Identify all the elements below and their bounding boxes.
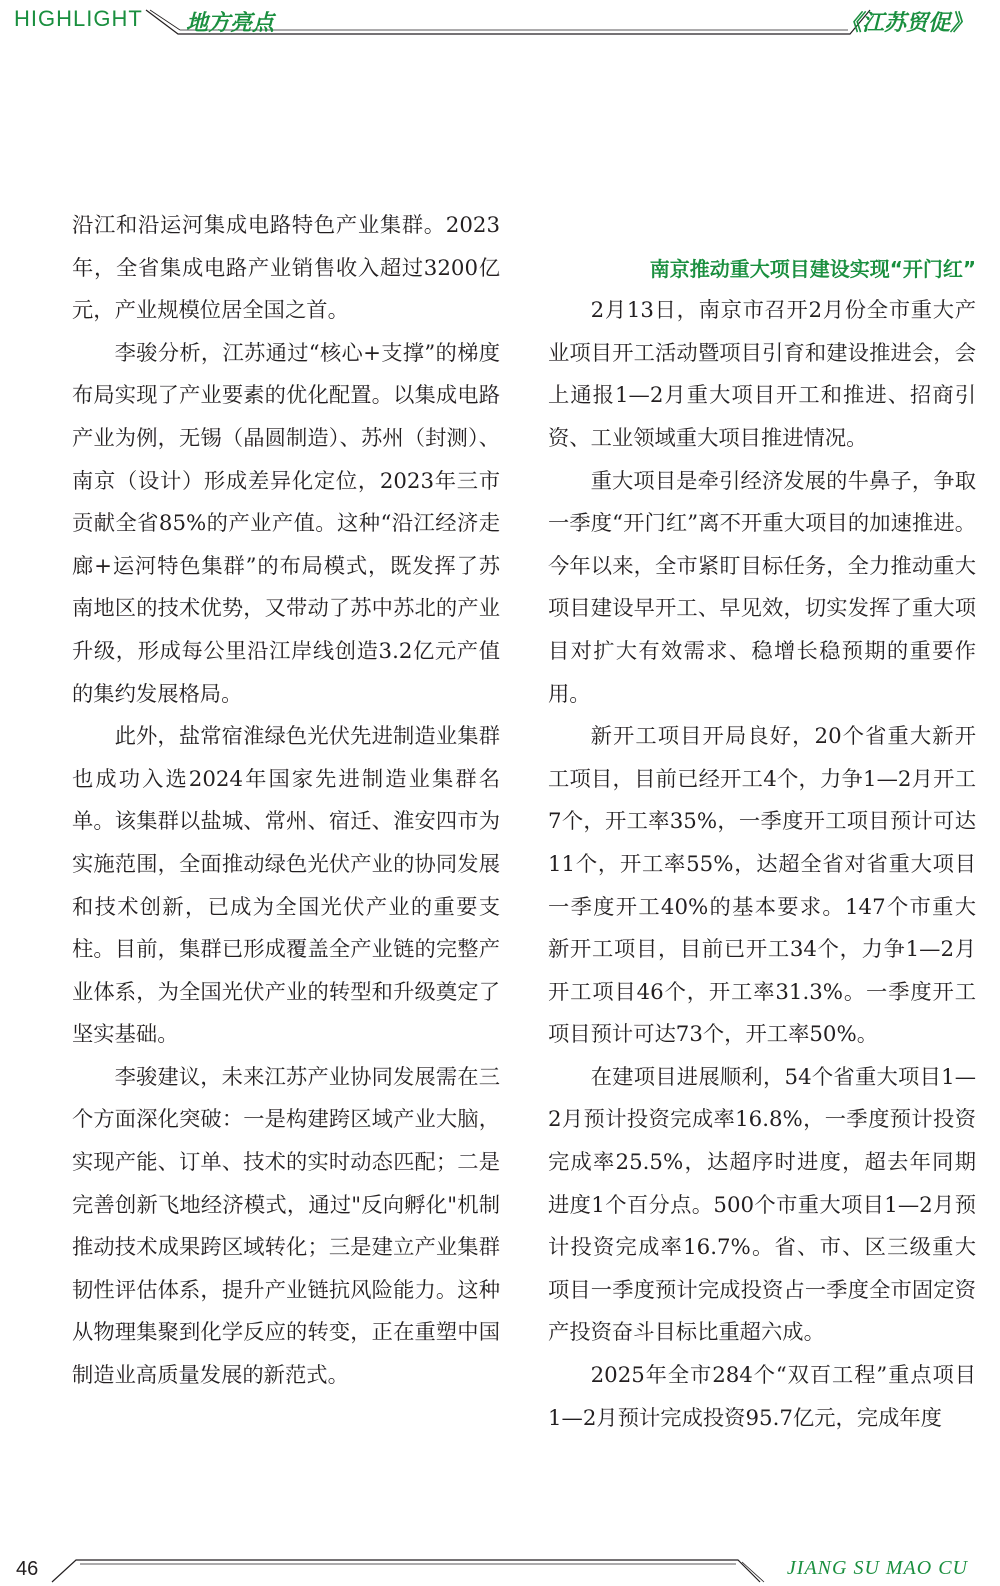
paragraph: 李骏分析，江苏通过“核心+支撑”的梯度布局实现了产业要素的优化配置。以集成电路产业为例，无锡（晶圆制造）、苏州（封测）、南京（设计）形成差异化定位，2023年三市贡献全省85%的产业产值。这种“沿江经济走廊+运河特色集群”的布局模式，既发挥了苏南地区的技术优势，又带动了苏中苏北的产业升级，形成每公里沿江岸线创造3.2亿元产值的集约发展格局。 (72, 340, 500, 707)
paragraph: 新开工项目开局良好，20个省重大新开工项目，目前已经开工4个，力争1—2月开工7个，开工率35%，一季度开工项目预计可达11个，开工率55%，达超全省对省重大项目一季度开工40%的基本要求。147个市重大新开工项目，目前已开工34个，力争1—2月开工项目46个，开工率31.3%。一季度开工项目预计可达73个，开工率50%。 (548, 724, 976, 1048)
section-heading: 南京推动重大项目建设实现“开门红” (649, 256, 976, 281)
section-label-cn: 地方亮点 (186, 10, 275, 36)
paragraph: 2025年全市284个“双百工程”重点项目1—2月预计完成投资95.7亿元，完成年度 (548, 1363, 976, 1431)
page-number: 46 (16, 1558, 39, 1580)
magazine-name-en: JIANG SU MAO CU (786, 1557, 968, 1579)
paragraph: 重大项目是牵引经济发展的牛鼻子，争取一季度“开门红”离不开重大项目的加速推进。今年以来，全市紧盯目标任务，全力推动重大项目建设早开工、早见效，切实发挥了重大项目对扩大有效需求、稳增长稳预期的重要作用。 (548, 468, 976, 707)
magazine-name: 《江苏贸促》 (839, 10, 972, 36)
paragraph: 在建项目进展顺利，54个省重大项目1—2月预计投资完成率16.8%，一季度预计投资完成率25.5%，达超序时进度，超去年同期进度1个百分点。500个市重大项目1—2月预计投资完成率16.7%。省、市、区三级重大项目一季度预计完成投资占一季度全市固定资产投资奋斗目标比重超六成。 (548, 1064, 976, 1346)
paragraph: 李骏建议，未来江苏产业协同发展需在三个方面深化突破：一是构建跨区域产业大脑，实现产能、订单、技术的实时动态匹配；二是完善创新飞地经济模式，通过"反向孵化"机制推动技术成果跨区域转化；三是建立产业集群韧性评估体系，提升产业链抗风险能力。这种从物理集聚到化学反应的转变，正在重塑中国制造业高质量发展的新范式。 (72, 1064, 500, 1389)
section-label-en: HIGHLIGHT (14, 6, 143, 31)
paragraph: 沿江和沿运河集成电路特色产业集群。2023年，全省集成电路产业销售收入超过3200亿元，产业规模位居全国之首。 (72, 213, 500, 324)
paragraph: 2月13日，南京市召开2月份全市重大产业项目开工活动暨项目引育和建设推进会，会上通报1—2月重大项目开工和推进、招商引资、工业领域重大项目推进情况。 (548, 298, 976, 451)
page-header (0, 0, 1000, 44)
left-column (72, 205, 500, 1398)
paragraph: 此外，盐常宿淮绿色光伏先进制造业集群也成功入选2024年国家先进制造业集群名单。该集群以盐城、常州、宿迁、淮安四市为实施范围，全面推动绿色光伏产业的协同发展和技术创新，已成为全国光伏产业的重要支柱。目前，集群已形成覆盖全产业链的完整产业体系，为全国光伏产业的转型和升级奠定了坚实基础。 (72, 724, 500, 1048)
right-column (548, 205, 976, 1440)
